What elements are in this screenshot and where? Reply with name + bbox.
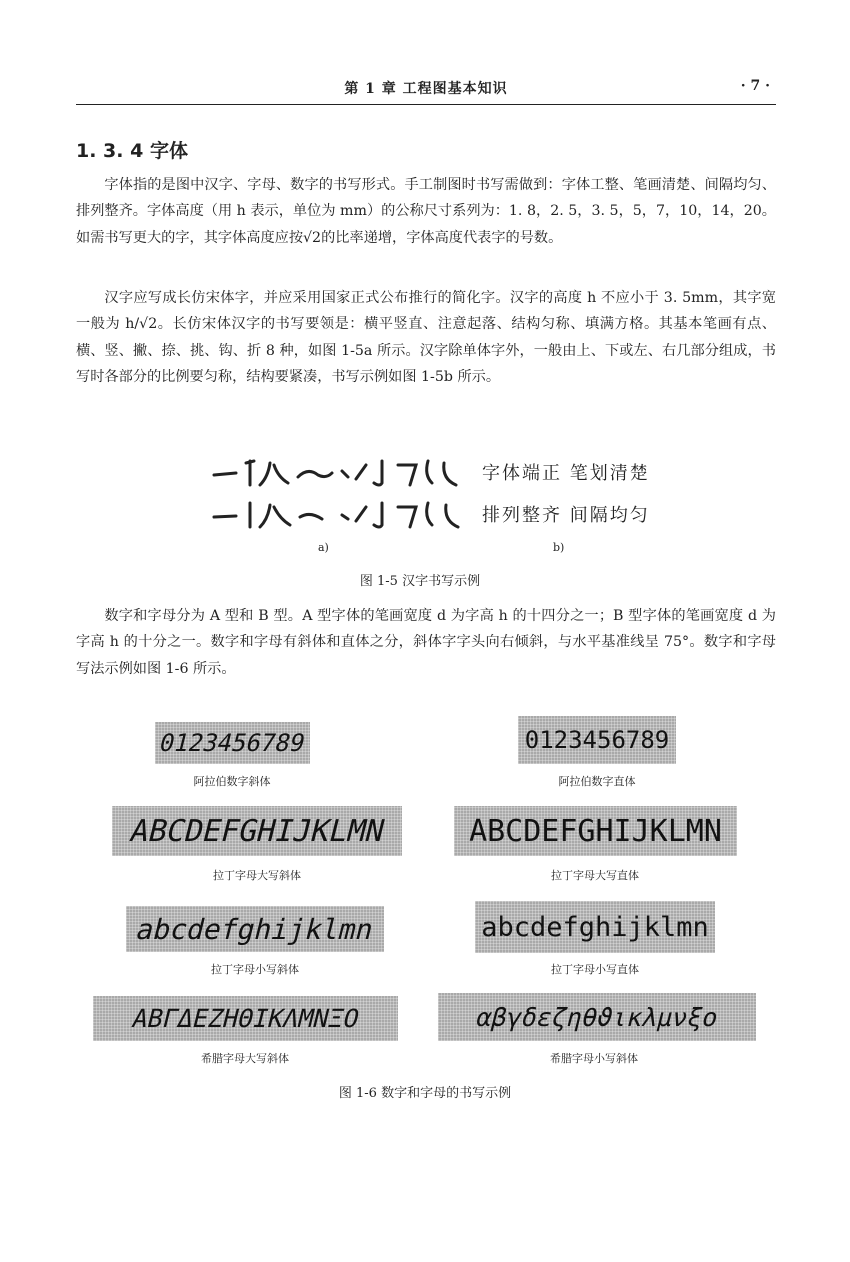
sample-latin-upper-italic-text: ABCDEFGHIJKLMN (126, 813, 388, 849)
sample-greek-upper-italic (93, 996, 398, 1041)
sample-latin-lower-italic (126, 906, 384, 952)
sample-greek-lower-italic-text: αβγδεζηθϑικλμνξο (472, 1002, 722, 1032)
page-header (76, 70, 776, 105)
sample-latin-upper-upright (454, 806, 737, 856)
sample-latin-lower-italic-text: abcdefghijklmn (132, 912, 378, 946)
label-digits-upright: 阿拉伯数字直体 (558, 775, 636, 788)
label-latin-lower-upright: 拉丁字母小写直体 (551, 963, 639, 976)
sample-latin-lower-upright-text: abcdefghijklmn (481, 911, 709, 943)
chapter-title: 第 1 章 工程图基本知识 (344, 81, 508, 97)
figure-1-5-label-a: a) (318, 541, 329, 554)
label-latin-upper-upright: 拉丁字母大写直体 (551, 869, 639, 882)
label-greek-upper-italic: 希腊字母大写斜体 (201, 1052, 289, 1065)
figure-1-5 (210, 445, 670, 555)
figure-1-5-caption: 图 1-5 汉字书写示例 (359, 574, 481, 589)
section-heading: 1. 3. 4 字体 (76, 140, 188, 162)
paragraph-chinese-characters: 汉字应写成长仿宋体字，并应采用国家正式公布推行的简化字。汉字的高度 h 不应小于 3. 5mm，其字宽一般为 h/√2。长仿宋体汉字的书写要领是：横平竖直、注意起落、结构匀称、填满方格。其基本笔画有点、横、竖、撇、捺、挑、钩、折 8 种，如图 1-5a 所示。汉字除单体字外，一般由上、下或左、右几部分组成，书写时各部分的比例要匀称，结构要紧凑，书写示例如图 1-5b 所示。 (76, 290, 776, 385)
label-greek-lower-italic: 希腊字母小写斜体 (550, 1052, 638, 1065)
sample-greek-lower-italic (438, 993, 756, 1041)
label-latin-lower-italic: 拉丁字母小写斜体 (211, 963, 299, 976)
paragraph-font-definition: 字体指的是图中汉字、字母、数字的书写形式。手工制图时书写需做到：字体工整、笔画清楚、间隔均匀、排列整齐。字体高度（用 h 表示，单位为 mm）的公称尺寸系列为：1. 8，2. 5，3. 5，5，7，10，14，20。如需书写更大的字，其字体高度应按√2的比率递增，字体高度代表字的号数。 (76, 177, 776, 246)
label-digits-italic: 阿拉伯数字斜体 (193, 775, 271, 788)
sample-greek-upper-italic-text: ΑΒΓΔΕΖΗΘΙΚΛΜΝΞΟ (128, 1004, 363, 1033)
chinese-sample-row-1: 字体端正 笔划清楚 (482, 463, 650, 484)
paragraph-digits-letters: 数字和字母分为 A 型和 B 型。A 型字体的笔画宽度 d 为字高 h 的十四分之一；B 型字体的笔画宽度 d 为字高 h 的十分之一。数字和字母有斜体和直体之分，斜体字字头向右倾斜，与水平基准线呈 75°。数字和字母写法示例如图 1-6 所示。 (76, 608, 776, 677)
sample-latin-lower-upright (475, 901, 715, 953)
page-number: · 7 · (740, 78, 770, 94)
sample-latin-upper-italic (112, 806, 402, 856)
label-latin-upper-italic: 拉丁字母大写斜体 (213, 869, 301, 882)
chinese-sample-row-2: 排列整齐 间隔均匀 (482, 505, 650, 526)
sample-digits-italic (155, 722, 310, 764)
sample-latin-upper-upright-text: ABCDEFGHIJKLMN (469, 813, 722, 849)
basic-strokes-row-2-icon (210, 495, 472, 535)
figure-1-5-label-b: b) (553, 541, 565, 554)
basic-strokes-row-1-icon (210, 453, 472, 493)
sample-digits-upright (518, 716, 676, 764)
sample-digits-upright-text: 0123456789 (524, 726, 670, 754)
sample-digits-italic-text: 0123456789 (156, 729, 309, 757)
figure-1-6-caption: 图 1-6 数字和字母的书写示例 (338, 1086, 512, 1101)
